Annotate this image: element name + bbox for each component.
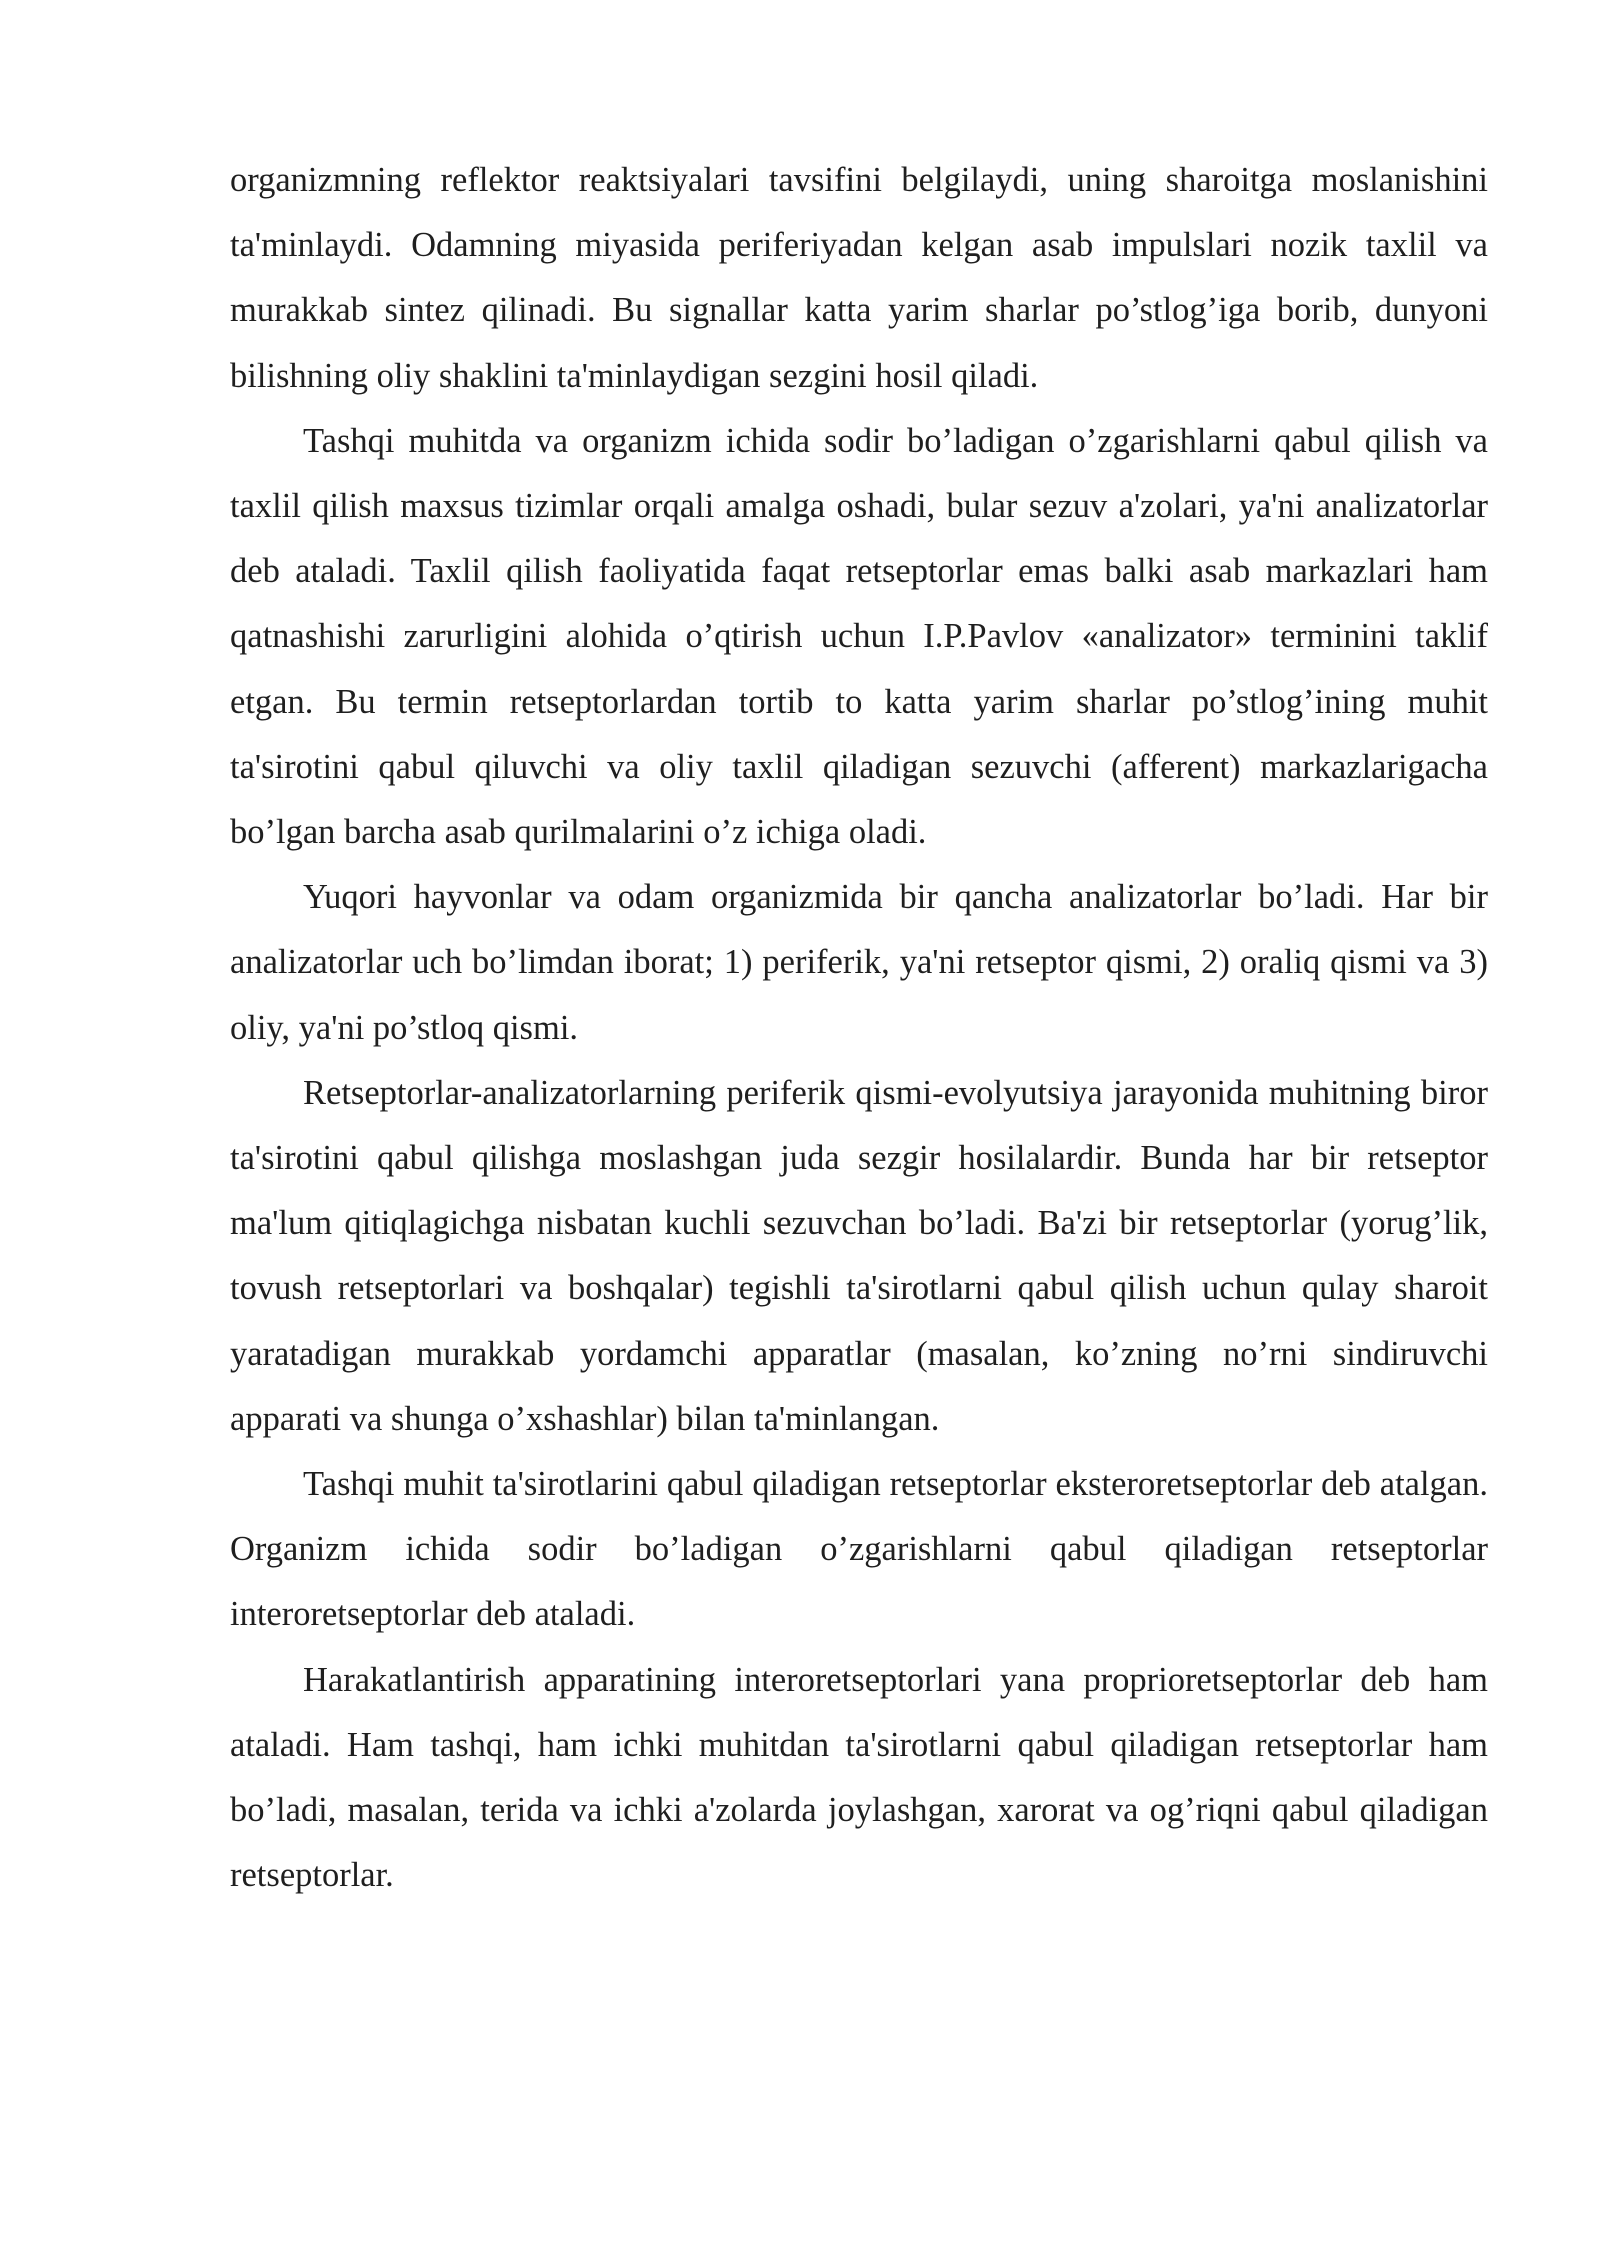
paragraph-analyzers-definition: Tashqi muhitda va organizm ichida sodir bo’ladigan o’zgarishlarni qabul qilish va taxlil qilish maxsus tizimlar orqali amalga oshadi, bular sezuv a'zolari, ya'ni analizatorlar deb ataladi. Taxlil qilish faoliyatida faqat retseptorlar emas balki asab markazlari ham qatnashishi zarurligini alohida o’qtirish uchun I.P.Pavlov «analizator» terminini taklif etgan. Bu termin retseptorlardan tortib to katta yarim sharlar po’stlog’ining muhit ta'sirotini qabul qiluvchi va oliy taxlil qiladigan sezuvchi (afferent) markazlarigacha bo’lgan barcha asab qurilmalarini o’z ichiga oladi.: [230, 421, 1488, 852]
paragraph-analyzer-parts: Yuqori hayvonlar va odam organizmida bir qancha analizatorlar bo’ladi. Har bir analizatorlar uch bo’limdan iborat; 1) periferik, ya'ni retseptor qismi, 2) oraliq qismi va 3) oliy, ya'ni po’stloq qismi.: [230, 878, 1488, 1047]
paragraph-receptors-peripheral: Retseptorlar-analizatorlarning periferik qismi-evolyutsiya jarayonida muhitning biror ta'sirotini qabul qilishga moslashgan juda sezgir hosilalardir. Bunda har bir retseptor ma'lum qitiqlagichga nisbatan kuchli sezuvchan bo’ladi. Ba'zi bir retseptorlar (yorug’lik, tovush retseptorlari va boshqalar) tegishli ta'sirotlarni qabul qilish uchun qulay sharoit yaratadigan murakkab yordamchi apparatlar (masalan, ko’zning no’rni sindiruvchi apparati va shunga o’xshashlar) bilan ta'minlangan.: [230, 1073, 1488, 1438]
paragraph-exteroreceptors: Tashqi muhit ta'sirotlarini qabul qiladigan retseptorlar eksteroretseptorlar deb atalgan. Organizm ichida sodir bo’ladigan o’zgarishlarni qabul qiladigan retseptorlar interoretseptorlar deb ataladi.: [230, 1465, 1488, 1634]
paragraph-proprioreceptors: Harakatlantirish apparatining interoretseptorlari yana proprioretseptorlar deb ham ataladi. Ham tashqi, ham ichki muhitdan ta'sirotlarni qabul qiladigan retseptorlar ham bo’ladi, masalan, terida va ichki a'zolarda joylashgan, xarorat va og’riqni qabul qiladigan retseptorlar.: [230, 1660, 1488, 1895]
paragraph-continuation: organizmning reflektor reaktsiyalari tavsifini belgilaydi, uning sharoitga moslanishini ta'minlaydi. Odamning miyasida periferiyadan kelgan asab impulslari nozik taxlil va murakkab sintez qilinadi. Bu signallar katta yarim sharlar po’stlog’iga borib, dunyoni bilishning oliy shaklini ta'minlaydigan sezgini hosil qiladi.: [230, 161, 1488, 395]
document-body: [230, 148, 1488, 1908]
